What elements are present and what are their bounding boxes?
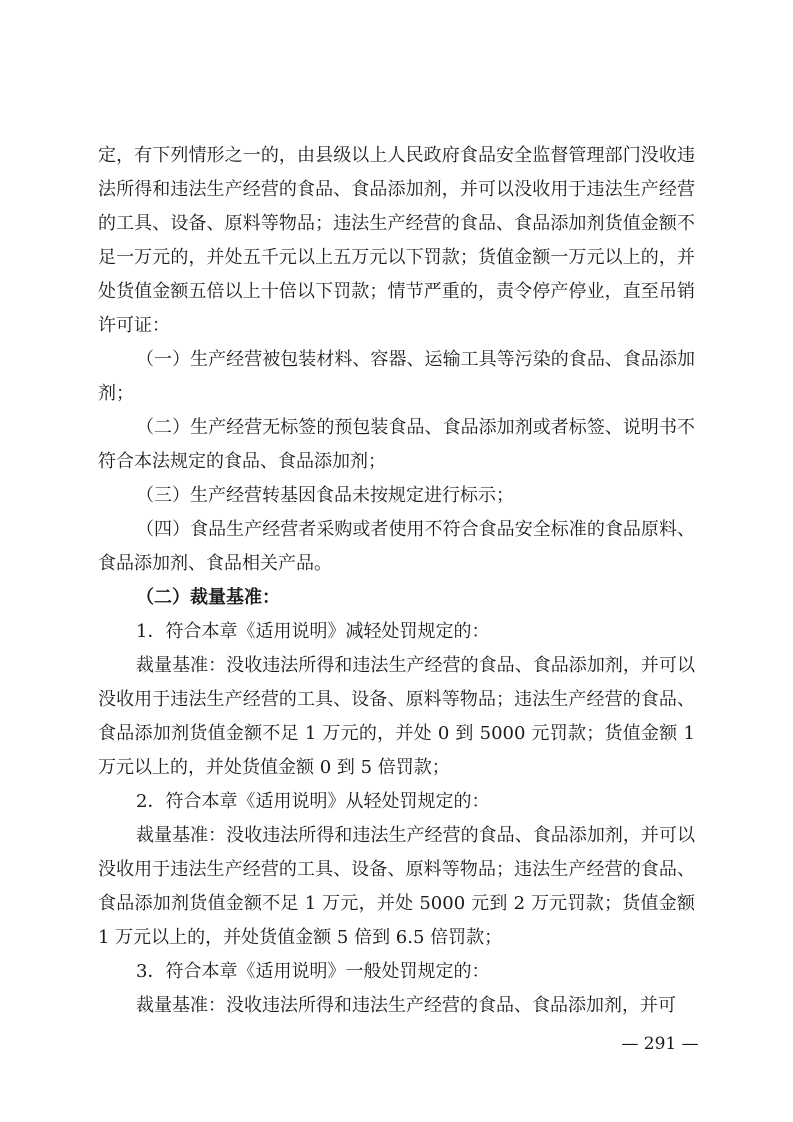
body-text	[98, 139, 695, 1023]
paragraph-item-4: （四）食品生产经营者采购或者使用不符合食品安全标准的食品原料、食品添加剂、食品相关产品。	[98, 519, 695, 574]
paragraph-item-2: （二）生产经营无标签的预包装食品、食品添加剂或者标签、说明书不符合本法规定的食品、食品添加剂；	[98, 417, 695, 472]
page-number: — 291 —	[621, 1034, 699, 1054]
standard-mitigated: 裁量基准：没收违法所得和违法生产经营的食品、食品添加剂，并可以没收用于违法生产经营的工具、设备、原料等物品；违法生产经营的食品、食品添加剂货值金额不足 1 万元的，并处 0 到 5000 元罚款；货值金额 1 万元以上的，并处货值金额 0 到 5 倍罚款；	[98, 655, 695, 778]
section-heading: （二）裁量基准：	[136, 587, 280, 608]
subheading-general: 3．符合本章《适用说明》一般处罚规定的：	[136, 961, 490, 982]
subheading-mitigated: 1．符合本章《适用说明》减轻处罚规定的：	[136, 621, 490, 642]
paragraph-item-3: （三）生产经营转基因食品未按规定进行标示；	[136, 485, 514, 506]
standard-general: 裁量基准：没收违法所得和违法生产经营的食品、食品添加剂，并可	[136, 995, 676, 1016]
subheading-lighter: 2．符合本章《适用说明》从轻处罚规定的：	[136, 791, 490, 812]
standard-lighter: 裁量基准：没收违法所得和违法生产经营的食品、食品添加剂，并可以没收用于违法生产经营的工具、设备、原料等物品；违法生产经营的食品、食品添加剂货值金额不足 1 万元，并处 5000 元到 2 万元罚款；货值金额 1 万元以上的，并处货值金额 5 倍到 6.5 倍罚款；	[98, 825, 695, 948]
paragraph-item-1: （一）生产经营被包装材料、容器、运输工具等污染的食品、食品添加剂；	[98, 349, 695, 404]
paragraph-intro: 定，有下列情形之一的，由县级以上人民政府食品安全监督管理部门没收违法所得和违法生产经营的食品、食品添加剂，并可以没收用于违法生产经营的工具、设备、原料等物品；违法生产经营的食品、食品添加剂货值金额不足一万元的，并处五千元以上五万元以下罚款；货值金额一万元以上的，并处货值金额五倍以上十倍以下罚款；情节严重的，责令停产停业，直至吊销许可证：	[98, 145, 695, 336]
